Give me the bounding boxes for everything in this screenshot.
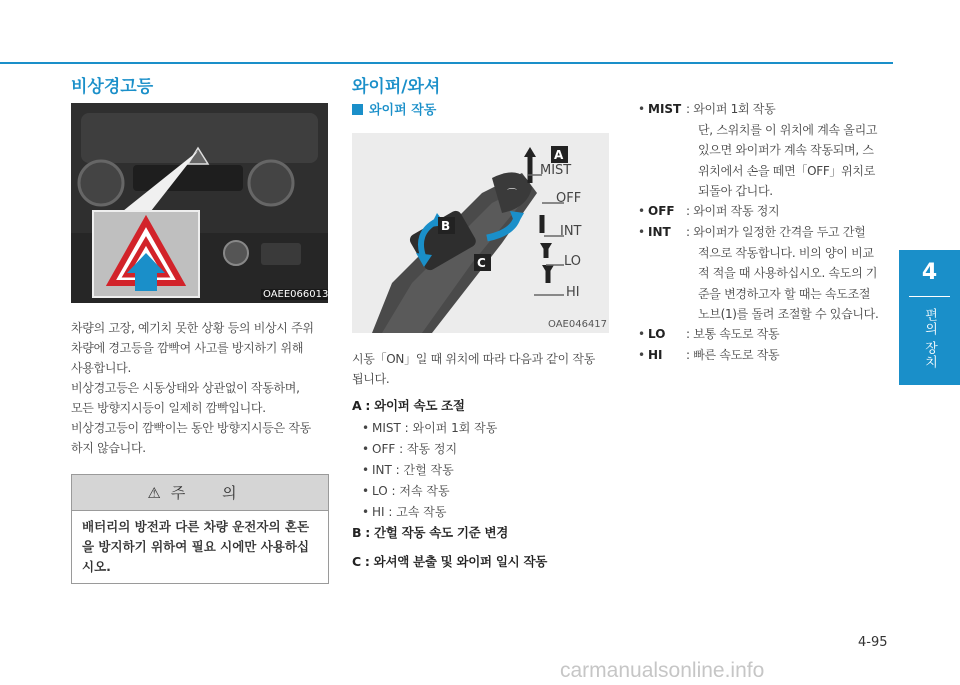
hi-label: HI xyxy=(648,348,663,362)
a-item: • HI : 고속 작동 xyxy=(372,502,446,522)
page-number: 4-95 xyxy=(858,635,888,650)
int-label: INT xyxy=(648,225,671,239)
desc-line: : 와이퍼 1회 작동 xyxy=(686,102,776,116)
hazard-section-title: 비상경고등 xyxy=(71,77,154,97)
desc-line: 단, 스위치를 이 위치에 계속 올리고 xyxy=(698,122,878,137)
off-bullet xyxy=(648,201,675,221)
dashboard-illustration xyxy=(71,103,328,303)
hazard-switch-photo xyxy=(71,103,328,303)
svg-text:⌒: ⌒ xyxy=(507,189,517,200)
chapter-tab xyxy=(899,250,960,385)
b-heading: B : 간헐 작동 속도 기준 변경 xyxy=(352,525,508,540)
hazard-line: 차량에 경고등을 깜빡여 사고를 방지하기 위해 xyxy=(71,341,304,355)
int-bullet xyxy=(648,222,671,242)
desc-line: 있으면 와이퍼가 계속 작동되며, 스 xyxy=(698,143,874,157)
a-heading: A : 와이퍼 속도 조절 xyxy=(352,398,465,413)
label-off: OFF xyxy=(556,191,582,206)
a-item: • LO : 저속 작동 xyxy=(372,481,450,501)
desc-line: 노브(1)를 돌려 조절할 수 있습니다. xyxy=(698,307,879,321)
a-item: • MIST : 와이퍼 1회 작동 xyxy=(372,418,497,438)
mist-bullet xyxy=(648,99,681,119)
mist-label: MIST xyxy=(648,102,682,116)
wiper-intro xyxy=(352,349,614,389)
chapter-title: 편의 장치 xyxy=(922,308,937,370)
caution-line: 시오. xyxy=(82,559,111,574)
photo-code: OAEE066013 xyxy=(261,289,328,300)
label-a: A xyxy=(554,148,564,162)
label-int: INT xyxy=(560,224,582,239)
wiper-intro-line: 시동「ON」일 때 위치에 따라 다음과 같이 작동 xyxy=(352,352,595,366)
tab-divider xyxy=(909,296,950,297)
desc-line: : 빠른 속도로 작동 xyxy=(686,348,780,362)
label-mist: MIST xyxy=(540,163,572,178)
wiper-lever-diagram xyxy=(352,133,609,333)
square-bullet-icon xyxy=(352,104,363,115)
off-desc xyxy=(686,201,886,222)
off-label: OFF xyxy=(648,204,675,218)
watermark: carmanualsonline.info xyxy=(560,659,765,682)
hi-bullet xyxy=(648,345,663,365)
label-hi: HI xyxy=(566,285,580,300)
c-heading: C : 와셔액 분출 및 와이퍼 일시 작동 xyxy=(352,554,548,569)
mist-desc xyxy=(686,99,886,202)
wiper-subtitle xyxy=(352,99,436,118)
hazard-line: 사용합니다. xyxy=(71,361,131,375)
caution-line: 을 방지하기 위하여 필요 시에만 사용하십 xyxy=(82,539,310,554)
label-lo: LO xyxy=(564,254,582,269)
desc-line: : 보통 속도로 작동 xyxy=(686,327,780,341)
caution-header-text: 주 의 xyxy=(170,484,253,502)
hi-desc xyxy=(686,345,886,366)
lo-bullet xyxy=(648,324,665,344)
photo-code: OAE046417 xyxy=(548,319,608,330)
hazard-description xyxy=(71,318,333,458)
caution-line: 배터리의 방전과 다른 차량 운전자의 혼돈 xyxy=(82,519,310,534)
hazard-line: 비상경고등은 시동상태와 상관없이 작동하며, xyxy=(71,381,300,395)
lo-label: LO xyxy=(648,327,666,341)
hazard-line: 비상경고등이 깜빡이는 동안 방향지시등은 작동 xyxy=(71,421,311,435)
chapter-number: 4 xyxy=(921,260,938,285)
desc-line: : 와이퍼 작동 정지 xyxy=(686,204,780,218)
hazard-line: 차량의 고장, 예기치 못한 상황 등의 비상시 주위 xyxy=(71,321,314,335)
wiper-section-title: 와이퍼/와셔 xyxy=(352,77,441,97)
desc-line: 되돌아 갑니다. xyxy=(698,184,773,198)
warning-icon: ⚠ xyxy=(147,484,161,502)
desc-line: 위치에서 손을 떼면「OFF」위치로 xyxy=(698,163,875,178)
caution-text xyxy=(72,511,328,583)
wiper-intro-line: 됩니다. xyxy=(352,372,390,386)
hazard-line: 모든 방향지시등이 일제히 깜빡입니다. xyxy=(71,401,266,415)
desc-line: 준을 변경하고자 할 때는 속도조절 xyxy=(698,286,871,301)
lo-desc xyxy=(686,324,886,345)
desc-line: : 와이퍼가 일정한 간격을 두고 간헐 xyxy=(686,225,866,239)
top-rule xyxy=(0,62,893,64)
caution-box xyxy=(71,474,329,584)
caution-header xyxy=(72,475,328,511)
label-b: B xyxy=(441,219,451,233)
hazard-line: 하지 않습니다. xyxy=(71,441,146,455)
label-c: C xyxy=(477,256,486,270)
a-item: • OFF : 작동 정지 xyxy=(372,439,457,459)
a-item: • INT : 간헐 작동 xyxy=(372,460,454,480)
int-desc xyxy=(686,222,886,325)
desc-line: 적 적을 때 사용하십시오. 속도의 기 xyxy=(698,266,878,280)
wiper-subtitle-text: 와이퍼 작동 xyxy=(369,103,437,118)
desc-line: 적으로 작동합니다. 비의 양이 비교 xyxy=(698,245,874,260)
